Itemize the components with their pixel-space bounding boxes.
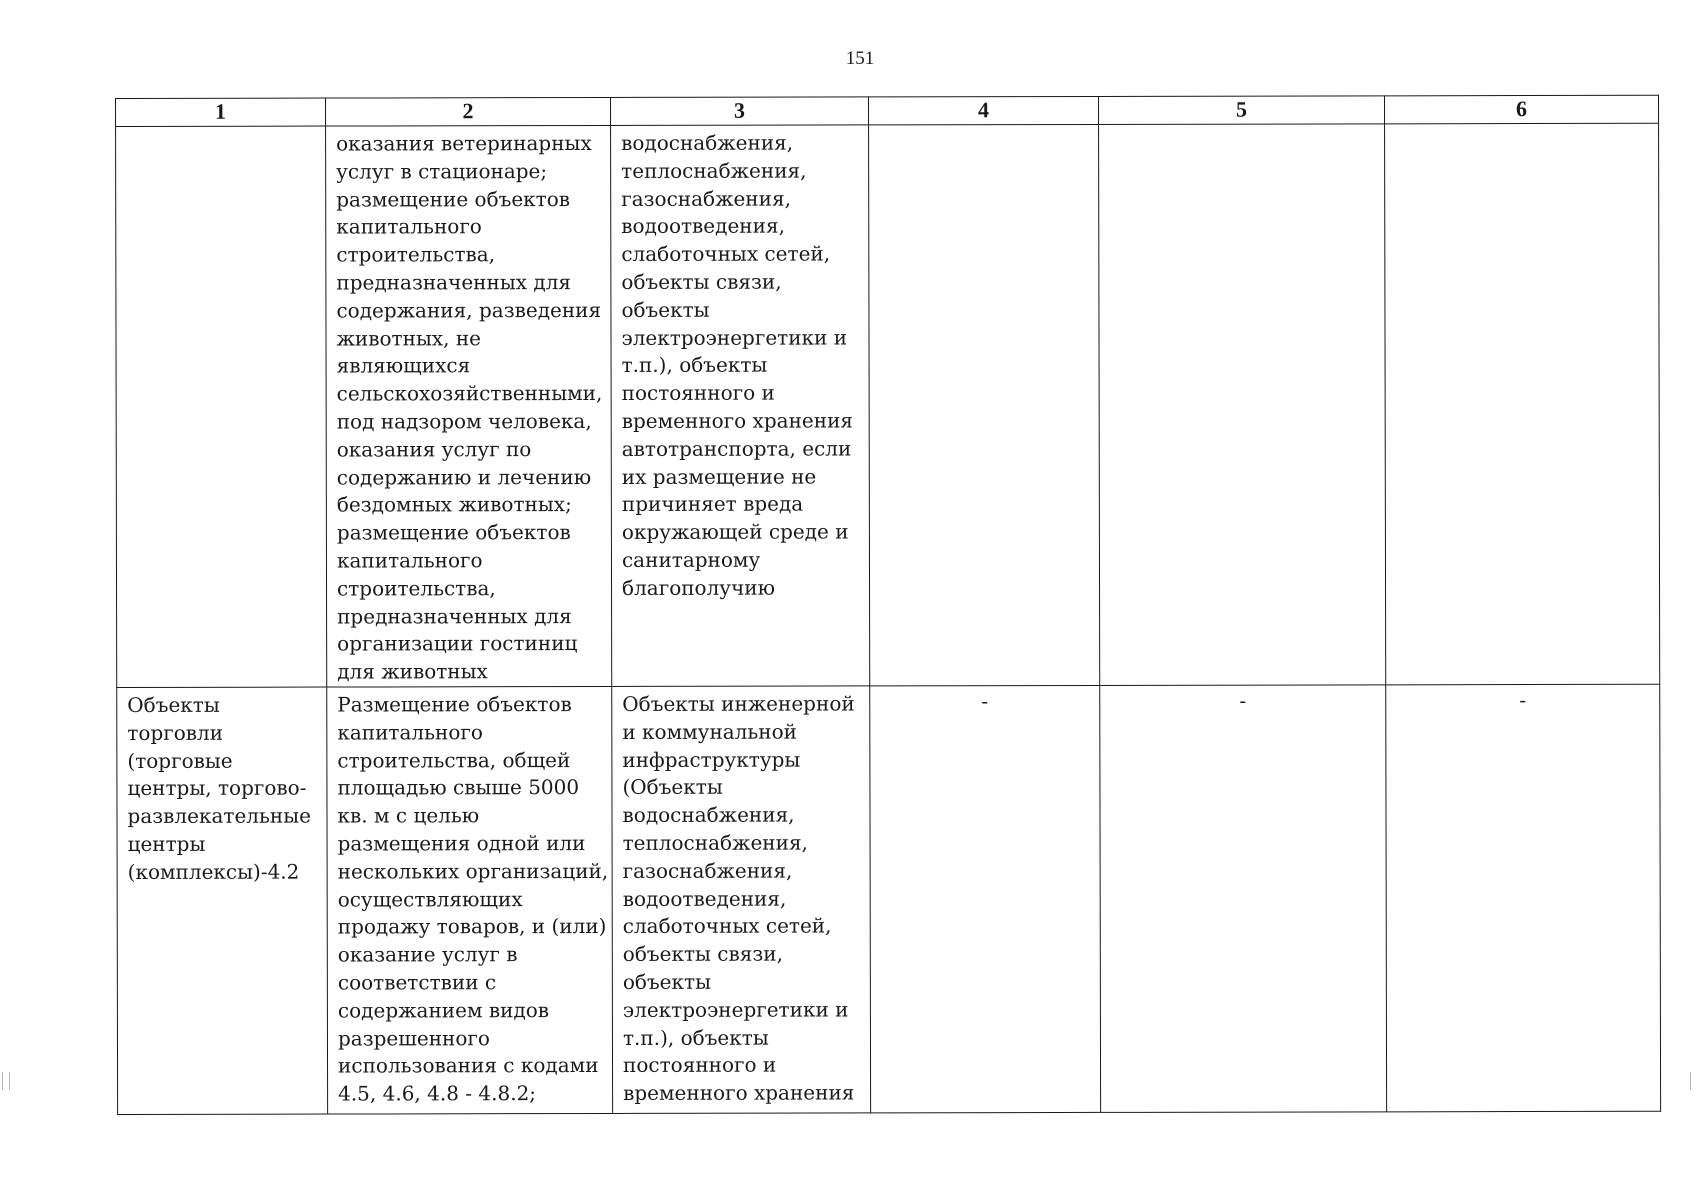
- cell-text: Размещение объектов капитального строительства, общей площадью свыше 5000 кв. м с целью размещения одной или нескольких организаций, осуществляющих продажу товаров, и (или) оказание услуг в соответствии с содержанием видов разрешенного использования с кодами 4.5, 4.6, 4.8 - 4.8.2;: [337, 691, 609, 1106]
- table-cell-infrastructure: [612, 686, 871, 1114]
- table-cell-col6: [1385, 123, 1660, 685]
- cell-text: [869, 125, 1098, 129]
- table-cell-col5: [1099, 124, 1386, 686]
- scan-margin-mark: [1690, 1072, 1697, 1090]
- cell-text: водоснабжения, теплоснабжения, газоснабжения, водоотведения, слаботочных сетей, объекты связи, объекты электроэнергетики и т.п.), объекты постоянного и временного хранения автотранспорта, если их размещение не причиняет вреда окружающей среде и санитарному благополучию: [621, 130, 854, 600]
- table-cell-col4: [869, 124, 1100, 685]
- table-cell-col4: -: [870, 685, 1101, 1112]
- table-cell-infrastructure: [611, 125, 870, 686]
- cell-text: [116, 127, 325, 131]
- table-cell-col6: -: [1386, 684, 1661, 1112]
- table-cell-description: [327, 686, 613, 1114]
- page-number: 151: [845, 48, 875, 69]
- cell-text: Объекты инженерной и коммунальной инфраструктуры (Объекты водоснабжения, теплоснабжения, газоснабжения, водоотведения, слаботочных сетей, объекты связи, объекты электроэнергетики и т.п.), объекты постоянного и временного хранения: [622, 691, 855, 1106]
- table-cell-description: [326, 125, 612, 687]
- table-row: [116, 123, 1660, 687]
- header-row: [116, 95, 1659, 126]
- scan-margin-mark: [2, 1072, 10, 1090]
- table-row: [117, 684, 1661, 1114]
- column-header-4: 4: [868, 96, 1098, 124]
- cell-text: [1385, 124, 1658, 129]
- cell-text: Объекты торговли (торговые центры, торгово- развлекательные центры (комплексы)-4.2: [127, 692, 311, 884]
- column-header-6: 6: [1384, 95, 1658, 124]
- column-header-5: 5: [1098, 96, 1384, 125]
- table-cell-col5: -: [1100, 685, 1387, 1113]
- zoning-table: [115, 95, 1661, 1115]
- column-header-2: 2: [326, 97, 611, 126]
- table-cell-use-type: [116, 126, 327, 687]
- table-cell-use-type: [117, 687, 328, 1114]
- column-header-1: 1: [116, 98, 326, 126]
- cell-text: [1099, 124, 1384, 129]
- column-header-3: 3: [610, 97, 868, 126]
- cell-text: оказания ветеринарных услуг в стационаре; размещение объектов капитального строительства, предназначенных для содержания, разведения животных, не являющихся сельскохозяйственными, под надзором человека, оказания услуг по содержанию и лечению бездомных животных; размещение объектов капитального строительства, предназначенных для организации гостиниц для животных: [336, 131, 603, 684]
